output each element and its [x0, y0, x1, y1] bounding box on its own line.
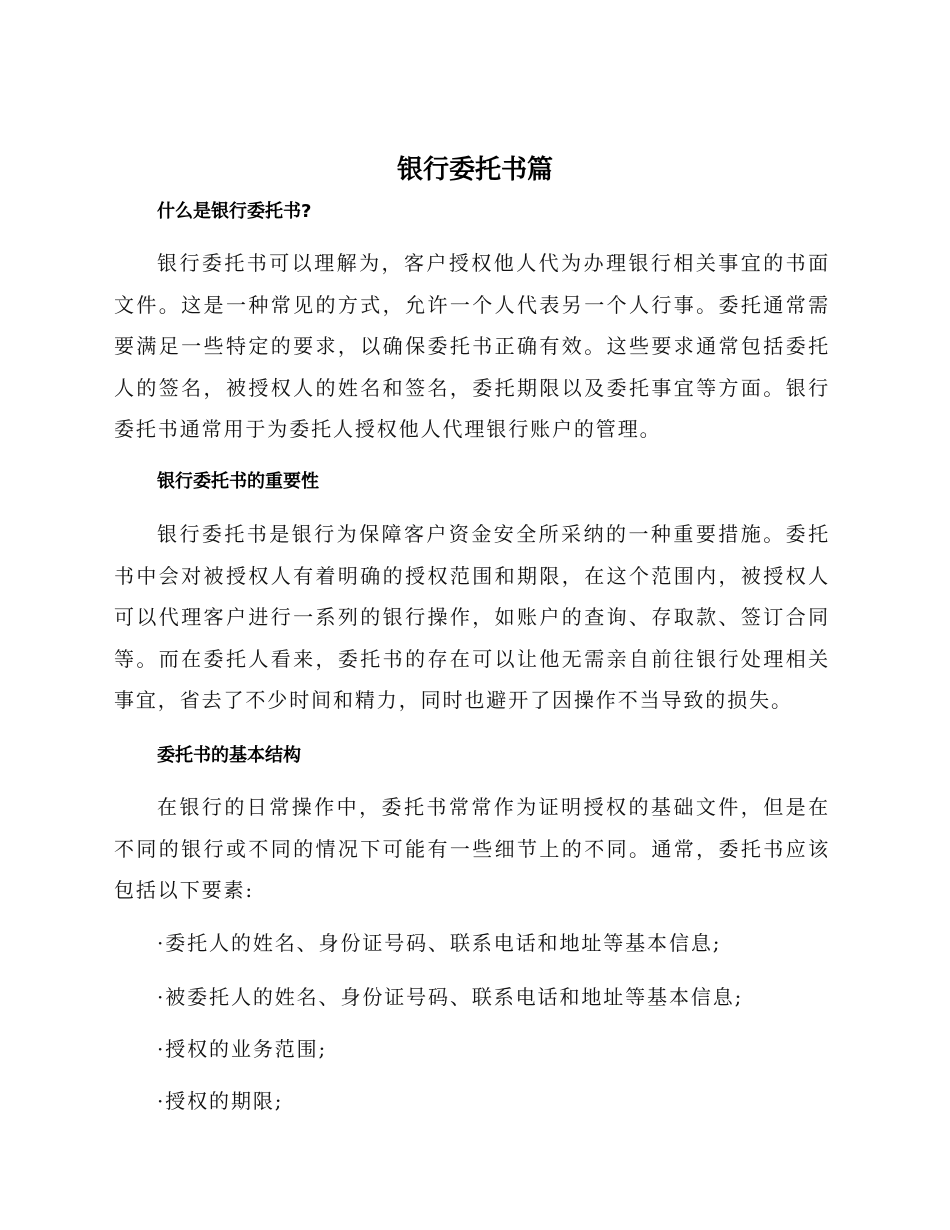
section-paragraph-what-is: 银行委托书可以理解为，客户授权他人代为办理银行相关事宜的书面文件。这是一种常见的方式，允许一个人代表另一个人行事。委托通常需要满足一些特定的要求，以确保委托书正确有效。这些要求通常包括委托人的签名，被授权人的姓名和签名，委托期限以及委托事宜等方面。银行委托书通常用于为委托人授权他人代理银行账户的管理。 — [114, 251, 830, 441]
section-heading-importance: 银行委托书的重要性 — [157, 471, 319, 492]
document-title: 银行委托书篇 — [396, 155, 553, 185]
section-heading-structure: 委托书的基本结构 — [157, 745, 301, 766]
section-paragraph-importance: 银行委托书是银行为保障客户资金安全所采纳的一种重要措施。委托书中会对被授权人有着明确的授权范围和期限，在这个范围内，被授权人可以代理客户进行一系列的银行操作，如账户的查询、存取款、签订合同等。而在委托人看来，委托书的存在可以让他无需亲自前往银行处理相关事宜，省去了不少时间和精力，同时也避开了因操作不当导致的损失。 — [114, 522, 830, 712]
section-paragraph-structure: 在银行的日常操作中，委托书常常作为证明授权的基础文件，但是在不同的银行或不同的情况下可能有一些细节上的不同。通常，委托书应该包括以下要素: — [114, 795, 830, 902]
list-item: ·授权的期限; — [157, 1089, 284, 1113]
section-heading-what-is: 什么是银行委托书? — [157, 201, 312, 222]
list-item: ·委托人的姓名、身份证号码、联系电话和地址等基本信息; — [157, 931, 722, 955]
list-item: ·授权的业务范围; — [157, 1037, 328, 1061]
list-item: ·被委托人的姓名、身份证号码、联系电话和地址等基本信息; — [157, 985, 744, 1009]
